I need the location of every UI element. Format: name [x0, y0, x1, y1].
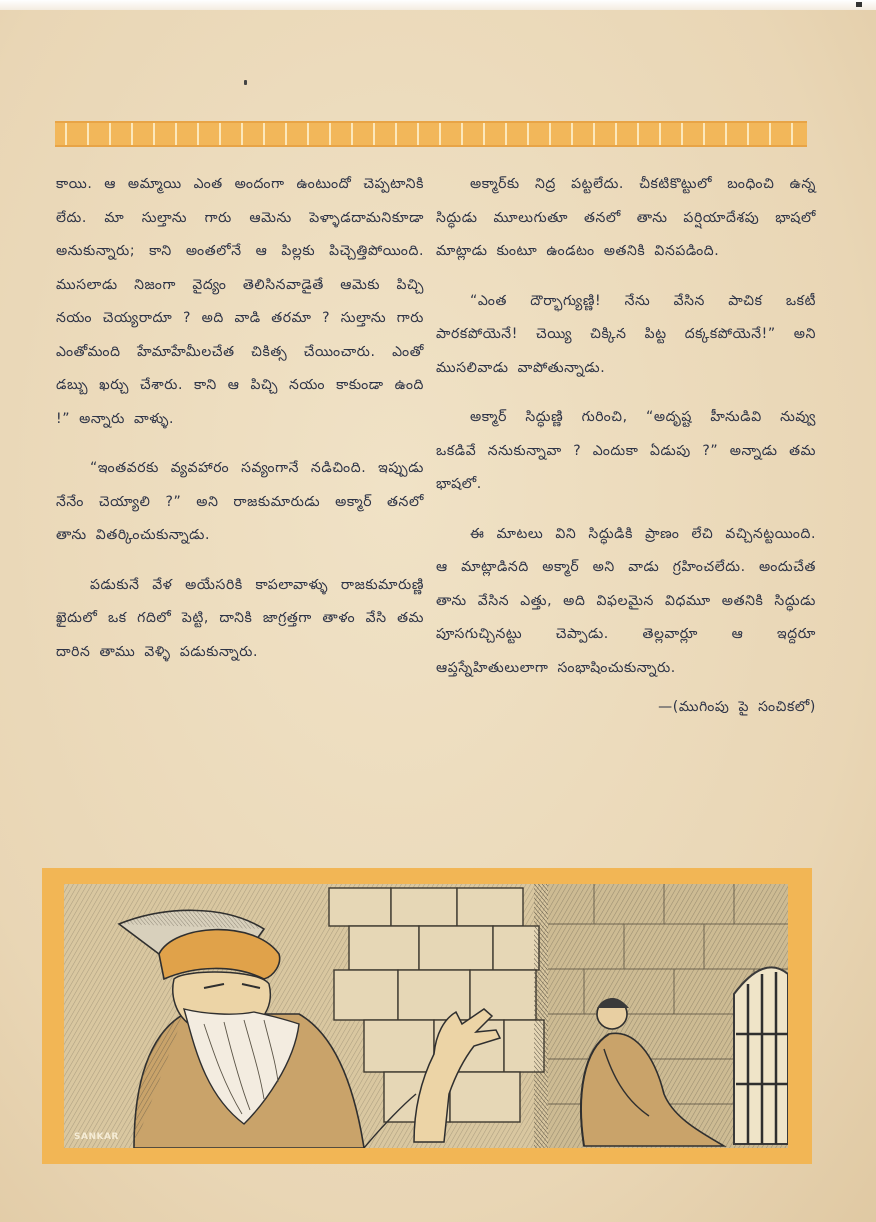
left-text-column: [56, 168, 424, 685]
paragraph: అక్మార్ సిద్ధుణ్ణి గురించి, “అదృష్ట హీనుడివి నువ్వు ఒకడివే ననుకున్నావా ? ఎందుకా ఏడుపు ?” అన్నాడు తమ భాషలో.: [436, 409, 816, 492]
corner-mark: [856, 2, 862, 7]
paragraph: అక్మార్‌కు నిద్ర పట్టలేదు. చీకటికొట్టులో బంధించి ఉన్న సిద్ధుడు మూలుగుతూ తనలో తాను పర్షియాదేశపు భాషలో మాట్లాడు కుంటూ ఉండటం అతనికి వినపడింది.: [436, 176, 816, 259]
decorative-border-strip: [55, 121, 807, 147]
continued-note: —(ముగింపు పై సంచికలో): [658, 699, 816, 715]
illustration-old-man-and-prince-in-cell: [64, 884, 788, 1148]
ink-speck: [244, 80, 247, 85]
paragraph: “ఎంత దౌర్భాగ్యుణ్ణి! నేను వేసిన పాచిక ఒకటీ పారకపోయెనే! చెయ్యి చిక్కిన పిట్ట దక్కకపోయెనే!” అని ముసలివాడు వాపోతున్నాడు.: [436, 292, 816, 376]
artist-signature: SANKAR: [74, 1132, 119, 1142]
illustration-drawing: [64, 884, 788, 1148]
paragraph: పడుకునే వేళ అయేసరికి కాపలావాళ్ళు రాజకుమారుణ్ణి ఖైదులో ఒక గదిలో పెట్టి, దానికి జాగ్రత్తగా తాళం వేసి తమ దారిన తాము వెళ్ళి పడుకున్నారు.: [56, 576, 424, 660]
paragraph: ఈ మాటలు విని సిద్ధుడికి ప్రాణం లేచి వచ్చినట్టయింది. ఆ మాట్లాడినది అక్మార్ అని వాడు గ్రహించలేదు. అందుచేత తాను వేసిన ఎత్తు, అది విఫలమైన విధమూ అతనికి సిద్ధుడు పూసగుచ్చినట్టు చెప్పాడు. తెల్లవార్లూ ఆ ఇద్దరూ ఆప్తస్నేహితులులాగా సంభాషించుకున్నారు.: [436, 525, 816, 676]
paragraph: “ఇంతవరకు వ్యవహారం సవ్యంగానే నడిచింది. ఇప్పుడు నేనేం చెయ్యాలి ?” అని రాజకుమారుడు అక్మార్ తనలో తాను వితర్కించుకున్నాడు.: [56, 460, 424, 543]
paragraph: కాయి. ఆ అమ్మాయి ఎంత అందంగా ఉంటుందో చెప్పటానికి లేదు. మా సుల్తాను గారు ఆమెను పెళ్ళాడదామనికూడా అనుకున్నారు; కాని అంతలోనే ఆ పిల్లకు పిచ్చెత్తిపోయింది. ముసలాడు నిజంగా వైద్యం తెలిసినవాడైతే ఆమెకు పిచ్చి నయం చెయ్యరాదూ ? అది వాడి తరమా ? సుల్తాను గారు ఎంతోమంది హేమాహేమీలచేత చికిత్స చేయించారు. ఎంతో డబ్బు ఖర్చు చేశారు. కాని ఆ పిచ్చి నయం కాకుండా ఉంది !” అన్నారు వాళ్ళు.: [56, 176, 424, 427]
right-text-column: [436, 168, 816, 741]
page-top-edge: [0, 0, 876, 10]
